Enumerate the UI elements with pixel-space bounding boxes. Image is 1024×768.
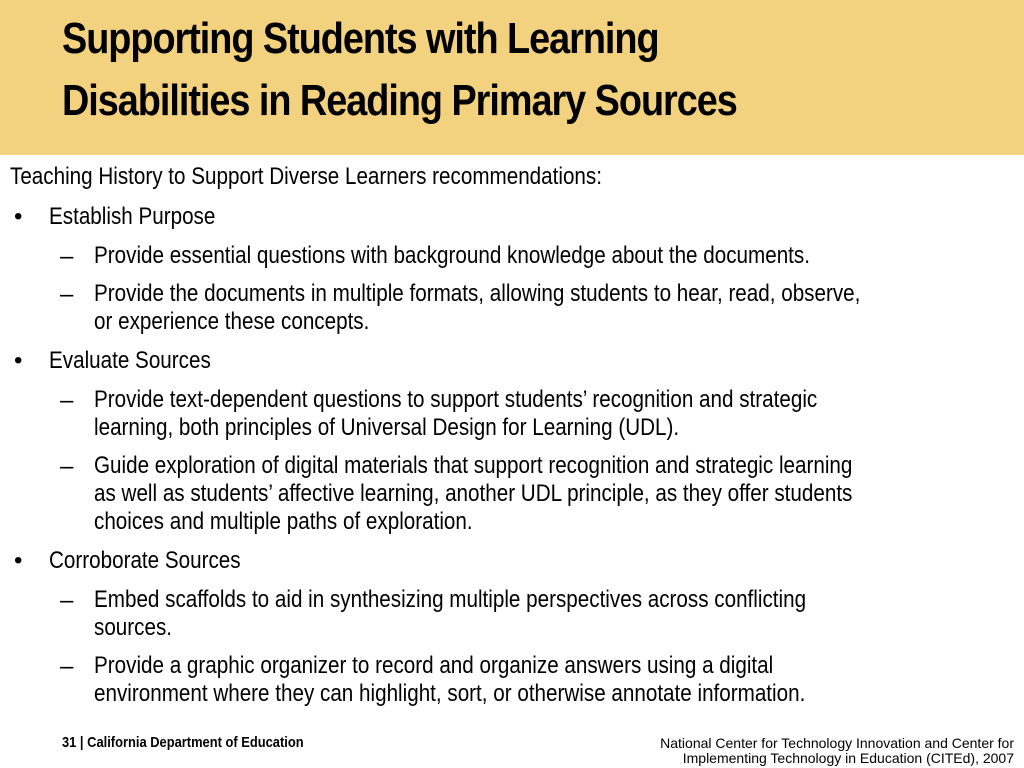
footer-citation-line: Implementing Technology in Education (CITEd), 2007: [682, 750, 1014, 766]
bullet-corroborate-sources: [10, 546, 1014, 576]
sub-item: [10, 586, 1014, 642]
sub-item-line: as well as students’ affective learning, another UDL principle, as they offer students: [94, 480, 853, 507]
intro-text: Teaching History to Support Diverse Learners recommendations:: [10, 163, 602, 190]
sub-item-line: sources.: [94, 614, 173, 641]
bullet-marker: •: [14, 347, 23, 374]
bullet-heading: Evaluate Sources: [49, 347, 211, 374]
bullet-heading: Establish Purpose: [49, 203, 216, 230]
bullet-evaluate-sources: [10, 346, 1014, 376]
sub-item-line: learning, both principles of Universal Design for Learning (UDL).: [94, 414, 680, 441]
dash-marker: –: [60, 653, 74, 680]
bullet-marker: •: [14, 203, 23, 230]
sub-item-line: Guide exploration of digital materials that support recognition and strategic learning: [94, 452, 853, 479]
slide-title-line-1: Supporting Students with Learning: [62, 14, 659, 63]
bullet-marker: •: [14, 547, 23, 574]
sub-item-line: Provide text-dependent questions to support students’ recognition and strategic: [94, 386, 818, 413]
sub-item-line: or experience these concepts.: [94, 308, 370, 335]
sub-item: [10, 452, 1014, 536]
sub-item: [10, 242, 1014, 270]
sub-item-line: Embed scaffolds to aid in synthesizing multiple perspectives across conflicting: [94, 586, 807, 613]
footer-page-label: 31 | California Department of Education: [62, 734, 304, 751]
bullet-establish-purpose: [10, 202, 1014, 232]
dash-marker: –: [60, 281, 74, 308]
dash-marker: –: [60, 387, 74, 414]
bullet-heading: Corroborate Sources: [49, 547, 241, 574]
footer-citation: [594, 736, 1014, 766]
footer-citation-line: National Center for Technology Innovation and Center for: [660, 735, 1014, 751]
sub-item-line: Provide essential questions with background knowledge about the documents.: [94, 242, 810, 269]
dash-marker: –: [60, 453, 74, 480]
sub-item-line: environment where they can highlight, sort, or otherwise annotate information.: [94, 680, 806, 707]
sub-item: [10, 386, 1014, 442]
sub-item: [10, 652, 1014, 708]
sub-item-line: choices and multiple paths of exploration.: [94, 508, 473, 535]
sub-item-line: Provide the documents in multiple formats, allowing students to hear, read, observe,: [94, 280, 861, 307]
slide-title-line-2: Disabilities in Reading Primary Sources: [62, 76, 737, 125]
sub-item: [10, 280, 1014, 336]
slide-title: [62, 8, 879, 132]
intro-line: [10, 162, 1014, 192]
dash-marker: –: [60, 587, 74, 614]
slide-body: [10, 162, 1014, 718]
dash-marker: –: [60, 243, 74, 270]
sub-item-line: Provide a graphic organizer to record and organize answers using a digital: [94, 652, 774, 679]
